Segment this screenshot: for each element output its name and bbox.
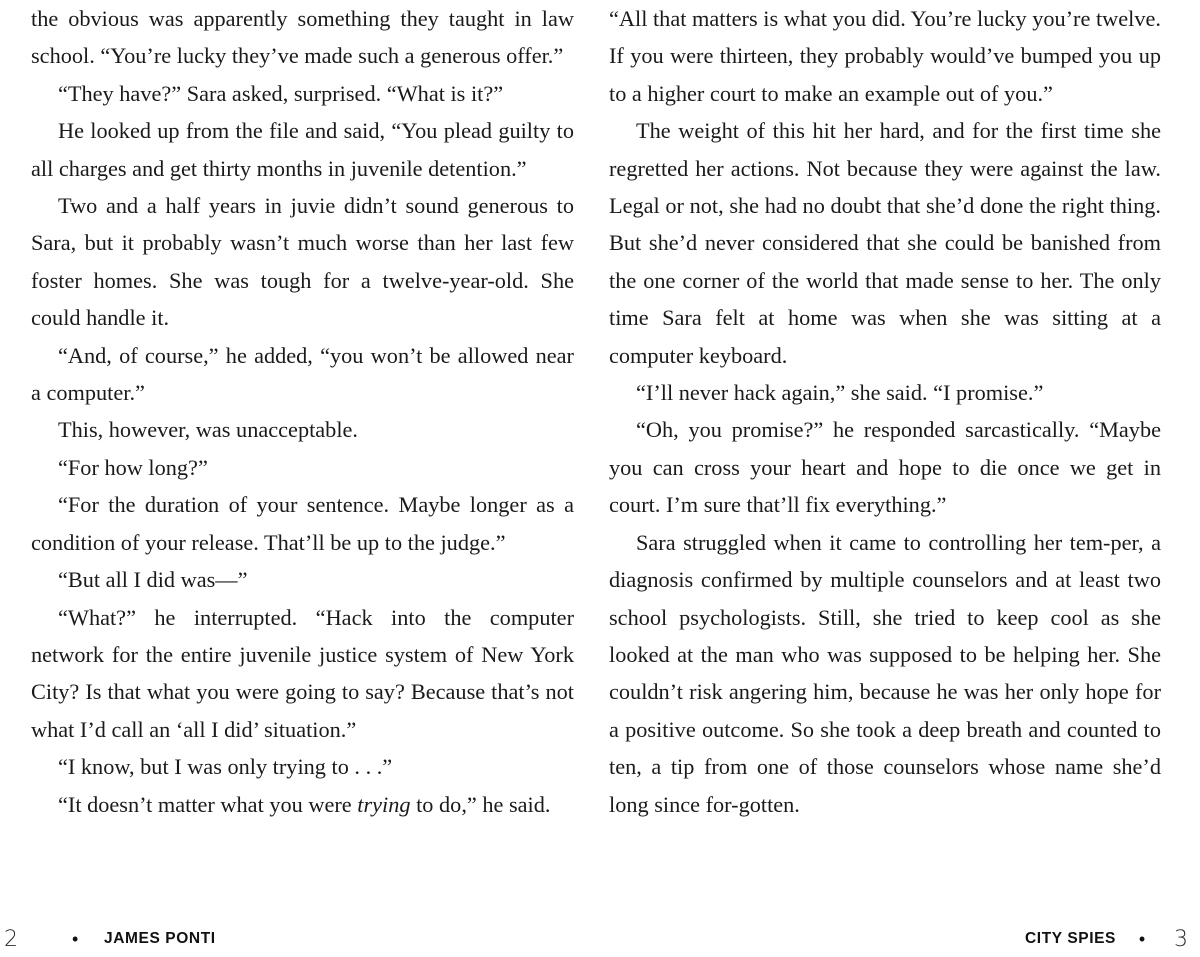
running-head-title: CITY SPIES: [1025, 930, 1116, 947]
text-run: to do,” he said.: [410, 791, 551, 817]
paragraph: the obvious was apparently something they taught in law school. “You’re lucky they’ve made such a generous offer.”: [31, 6, 574, 69]
paragraph: “For the duration of your sentence. Maybe longer as a condition of your release. That’ll be up to the judge.”: [31, 492, 574, 555]
paragraph: “All that matters is what you did. You’re lucky you’re twelve. If you were thirteen, they probably would’ve bumped you up to a higher court to make an example out of you.”: [609, 6, 1161, 106]
page-number: 2: [4, 926, 18, 952]
bullet-separator: •: [1138, 928, 1146, 949]
page-number: 3: [1174, 926, 1188, 952]
paragraph: Two and a half years in juvie didn’t sound generous to Sara, but it probably wasn’t much worse than her last few foster homes. She was tough for a twelve-year-old. She could handle it.: [31, 193, 574, 331]
paragraph: He looked up from the file and said, “You plead guilty to all charges and get thirty months in juvenile detention.”: [31, 118, 574, 181]
paragraph: “They have?” Sara asked, surprised. “What is it?”: [58, 80, 504, 106]
paragraph: Sara struggled when it came to controlling her tem-per, a diagnosis confirmed by multiple counselors and at least two school psychologists. Still, she tried to keep cool as she looked at the man who was supposed to be helping her. She couldn’t risk angering him, because he was her only hope for a positive outcome. So she took a deep breath and counted to ten, a tip from one of those counselors whose name she’d long since for-gotten.: [609, 529, 1161, 817]
paragraph-last: [31, 786, 574, 823]
left-page: [31, 0, 574, 823]
emphasis-text: trying: [357, 791, 411, 817]
right-page-footer: [1025, 924, 1188, 954]
paragraph: “Oh, you promise?” he responded sarcastically. “Maybe you can cross your heart and hope to die once we get in court. I’m sure that’ll fix everything.”: [609, 417, 1161, 518]
running-head-author: JAMES PONTI: [104, 930, 216, 947]
bullet-separator: •: [72, 928, 79, 949]
text-run: “It doesn’t matter what you were: [58, 791, 358, 817]
paragraph: “For how long?”: [58, 454, 208, 480]
paragraph: The weight of this hit her hard, and for the first time she regretted her actions. Not because they were against the law. Legal or not, she had no doubt that she’d done the right thing. But she’d never considered that she could be banished from the one corner of the world that made sense to her. The only time Sara felt at home was when she was sitting at a computer keyboard.: [609, 118, 1161, 368]
left-page-footer: [4, 924, 216, 954]
paragraph: “What?” he interrupted. “Hack into the computer network for the entire juvenile justice system of New York City? Is that what you were going to say? Because that’s not what I’d call an ‘all I did’ situation.”: [31, 604, 574, 742]
paragraph: “I know, but I was only trying to . . .”: [58, 754, 393, 780]
paragraph: This, however, was unacceptable.: [58, 417, 358, 443]
paragraph: “I’ll never hack again,” she said. “I promise.”: [636, 380, 1044, 406]
right-page: [609, 0, 1161, 823]
paragraph: “But all I did was—”: [58, 567, 248, 593]
paragraph: “And, of course,” he added, “you won’t be allowed near a computer.”: [31, 342, 574, 406]
